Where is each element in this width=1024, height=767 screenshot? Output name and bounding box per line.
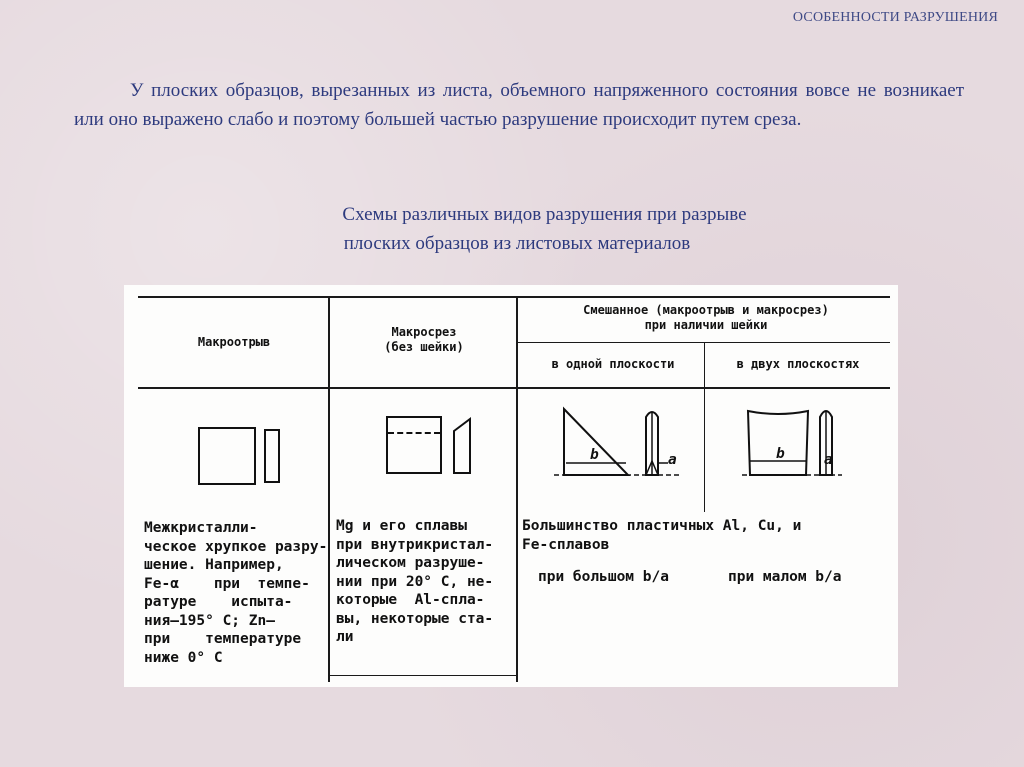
shear-side-outline — [454, 419, 470, 473]
macro-shear-description: Mg и его сплавы при внутрикристал- лическом разруше- нии при 20° С, не- которые Al-спла- вы, некоторые ста- ли — [336, 518, 494, 645]
caption-line-2: плоских образцов из листовых материалов — [343, 233, 691, 254]
triangle-face — [564, 409, 628, 475]
macro-rupture-face-scheme — [198, 427, 256, 485]
two-planes-label-b: b — [776, 446, 785, 462]
necked-face — [748, 411, 808, 475]
header-mixed: Смешанное (макроотрыв и макросрез) при наличии шейки — [583, 303, 829, 332]
body-paragraph: У плоских образцов, вырезанных из листа, объемного напряженного состояния вовсе не возникает или оно выражено слабо и поэтому большей частью разрушение происходит путем среза. — [74, 80, 964, 130]
table-top-rule — [138, 296, 890, 298]
header-one-plane: в одной плоскости — [551, 357, 675, 371]
table-bottom-rule — [328, 675, 518, 676]
one-plane-label-a: a — [668, 452, 677, 468]
two-planes-scheme — [738, 403, 878, 485]
slide-title: ОСОБЕННОСТИ РАЗРУШЕНИЯ — [792, 10, 998, 25]
macro-rupture-side-scheme — [264, 429, 280, 483]
column-divider-3 — [704, 342, 705, 512]
two-planes-label-a: a — [824, 452, 833, 468]
macro-shear-side-scheme — [452, 417, 474, 475]
one-plane-label-b: b — [590, 447, 599, 463]
column-divider-2 — [516, 296, 518, 682]
figure-caption — [0, 200, 1024, 258]
header-macro-rupture: Макроотрыв — [197, 335, 271, 349]
one-plane-scheme — [550, 403, 690, 485]
column-divider-1 — [328, 296, 330, 682]
fracture-table-figure — [124, 285, 898, 687]
header-macro-shear: Макросрез (без шейки) — [384, 325, 464, 354]
mixed-description: Большинство пластичных Al, Cu, и Fe-сплавов — [522, 518, 802, 553]
header-bottom-rule — [138, 387, 890, 389]
macro-rupture-description: Межкристалли- ческое хрупкое разру- шение. Например, Fe-α при темпе- ратуре испыта- ния—195° С; Zn— при температуре ниже 0° С — [144, 520, 328, 666]
caption-line-1: Схемы различных видов разрушения при разрыве — [342, 204, 747, 225]
two-planes-condition: при малом b/a — [728, 569, 842, 585]
one-plane-condition: при большом b/a — [538, 569, 669, 585]
macro-shear-dashed-line — [388, 432, 440, 434]
macro-shear-face-scheme — [386, 416, 442, 474]
header-two-planes: в двух плоскостях — [736, 357, 860, 371]
